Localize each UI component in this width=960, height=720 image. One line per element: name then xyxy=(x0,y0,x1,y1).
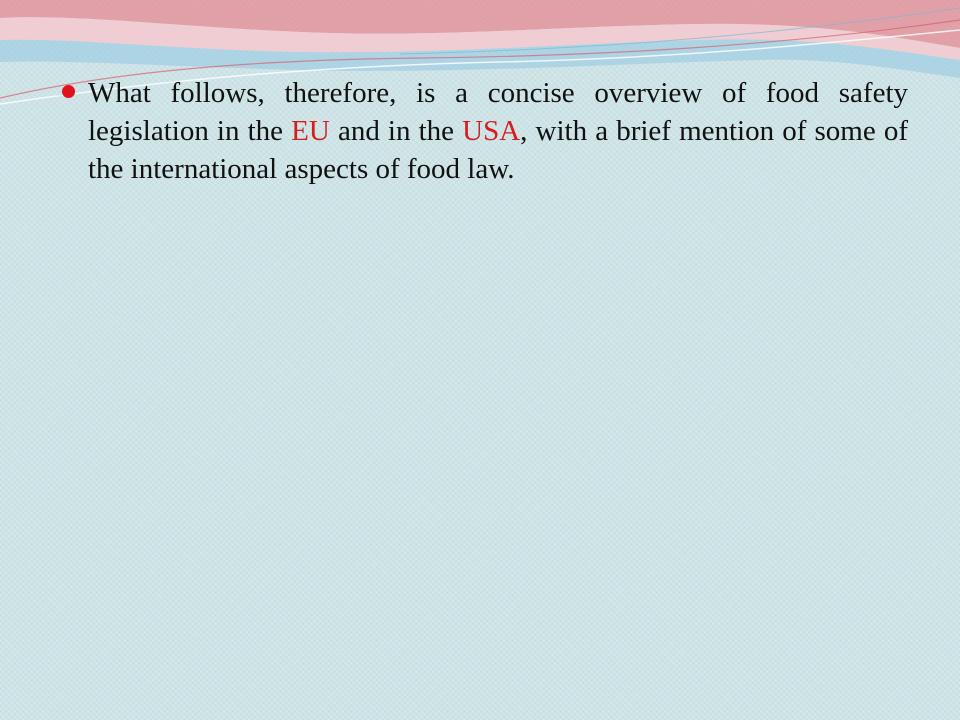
bullet-dot-icon xyxy=(62,85,75,98)
bullet-item xyxy=(62,74,908,188)
bullet-text-part: , with a brief mention of some of the international aspects of food law. xyxy=(88,115,908,185)
bullet-text-part: and in the xyxy=(329,115,463,147)
bullet-text-part: What follows, therefore, is a concise overview of food safety legislation in the xyxy=(88,77,908,147)
bullet-text xyxy=(88,74,908,188)
highlight-eu: EU xyxy=(291,115,330,147)
highlight-usa: USA xyxy=(462,115,521,147)
